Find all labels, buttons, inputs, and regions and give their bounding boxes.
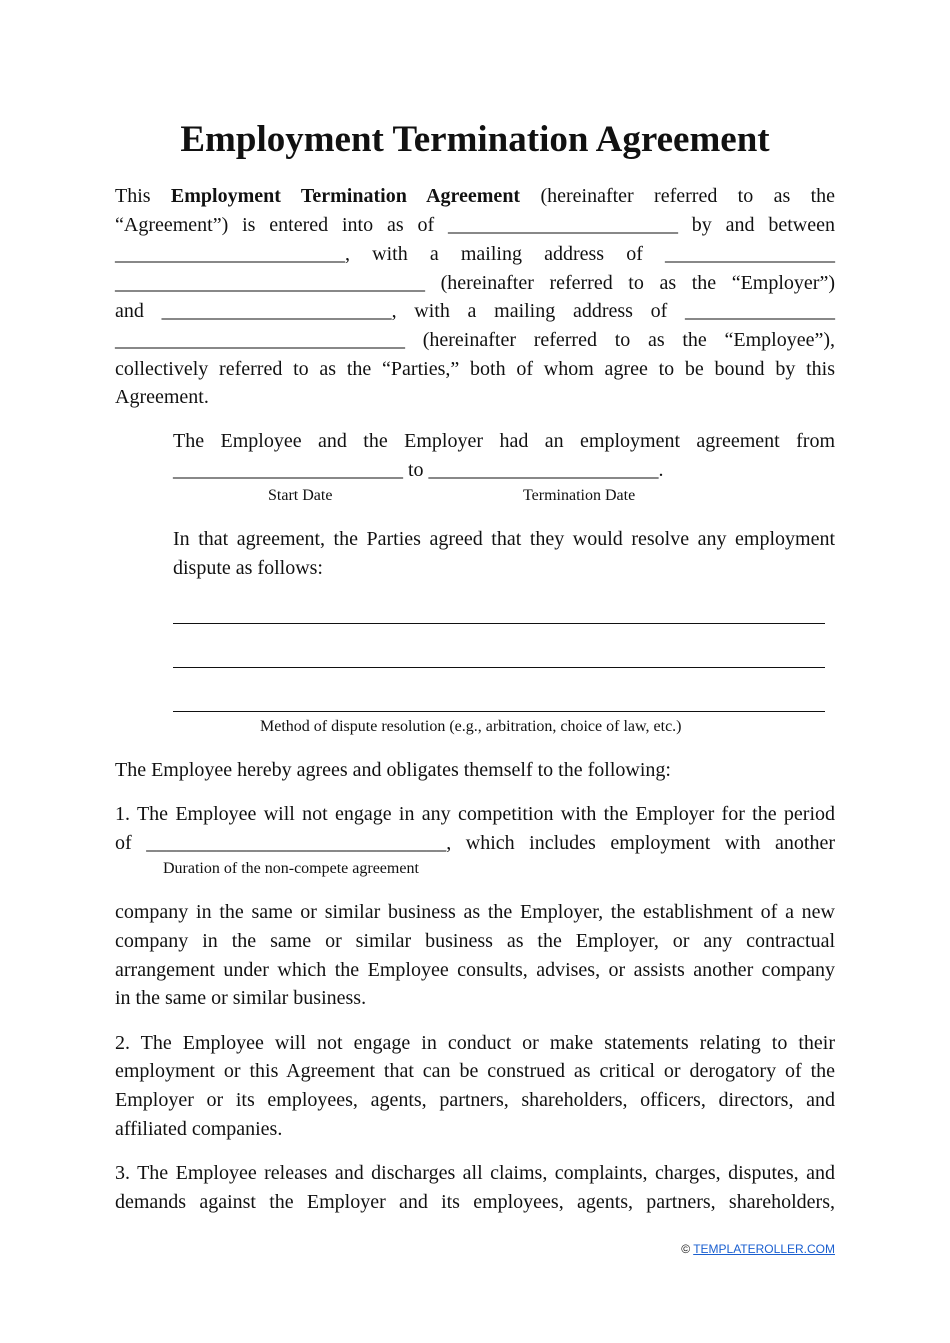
clause-1-line-2: of ______________________________, which includes employment with another <box>115 832 835 854</box>
clause-2-line-3: Employer or its employees, agents, partners, shareholders, officers, directors, and <box>115 1089 835 1111</box>
start-date-caption: Start Date <box>268 487 333 504</box>
intro-line-5: and _______________________, with a mailing address of _______________ <box>115 300 835 322</box>
clause-2-line-2: employment or this Agreement that can be construed as critical or derogatory of the <box>115 1060 835 1082</box>
dispute-line-2: dispute as follows: <box>173 557 323 579</box>
clause-1-line-5: arrangement under which the Employee consults, advises, or assists another company <box>115 959 835 981</box>
dispute-line-1: In that agreement, the Parties agreed that they would resolve any employment <box>173 528 835 550</box>
dispute-blank-line-2 <box>173 667 825 668</box>
clause-1-line-1: 1. The Employee will not engage in any competition with the Employer for the period <box>115 803 835 825</box>
footer-copyright <box>681 1241 835 1257</box>
intro-line-6: _____________________________ (hereinafter referred to as the “Employee”), <box>115 329 835 351</box>
clause-3-line-2: demands against the Employer and its employees, agents, partners, shareholders, <box>115 1191 835 1213</box>
clause-1-line-3: company in the same or similar business as the Employer, the establishment of a new <box>115 901 835 923</box>
agreement-name: Employment Termination Agreement <box>170 185 521 207</box>
intro-line-4: _______________________________ (hereinafter referred to as the “Employer”) <box>115 272 835 294</box>
prior-agreement-line-2: _______________________ to _______________________. <box>173 459 664 481</box>
clause-2-line-4: affiliated companies. <box>115 1118 283 1140</box>
dispute-caption: Method of dispute resolution (e.g., arbitration, choice of law, etc.) <box>260 718 682 735</box>
intro-line-1: This Employment Termination Agreement (hereinafter referred to as the <box>115 185 836 207</box>
termination-date-caption: Termination Date <box>523 487 636 504</box>
intro-line-8: Agreement. <box>115 386 209 408</box>
clause-3-line-1: 3. The Employee releases and discharges all claims, complaints, charges, disputes, and <box>115 1162 835 1184</box>
page-title: Employment Termination Agreement <box>180 119 770 160</box>
intro-line-7: collectively referred to as the “Parties,” both of whom agree to be bound by this <box>115 358 835 380</box>
copyright-symbol: © <box>681 1242 691 1256</box>
obligations-intro: The Employee hereby agrees and obligates themself to the following: <box>115 759 671 781</box>
clause-1-line-4: company in the same or similar business as the Employer, or any contractual <box>115 930 835 952</box>
templateroller-link[interactable]: TEMPLATEROLLER.COM <box>693 1242 835 1256</box>
clause-2-line-1: 2. The Employee will not engage in conduct or make statements relating to their <box>115 1032 835 1054</box>
prior-agreement-line-1: The Employee and the Employer had an employment agreement from <box>173 430 835 452</box>
dispute-blank-line-1 <box>173 623 825 624</box>
dispute-blank-line-3 <box>173 711 825 712</box>
intro-line-2: “Agreement”) is entered into as of _______________________ by and between <box>115 214 835 236</box>
non-compete-duration-caption: Duration of the non-compete agreement <box>163 860 419 877</box>
intro-line-3: _______________________, with a mailing address of _________________ <box>115 243 835 265</box>
clause-1-line-6: in the same or similar business. <box>115 987 367 1009</box>
